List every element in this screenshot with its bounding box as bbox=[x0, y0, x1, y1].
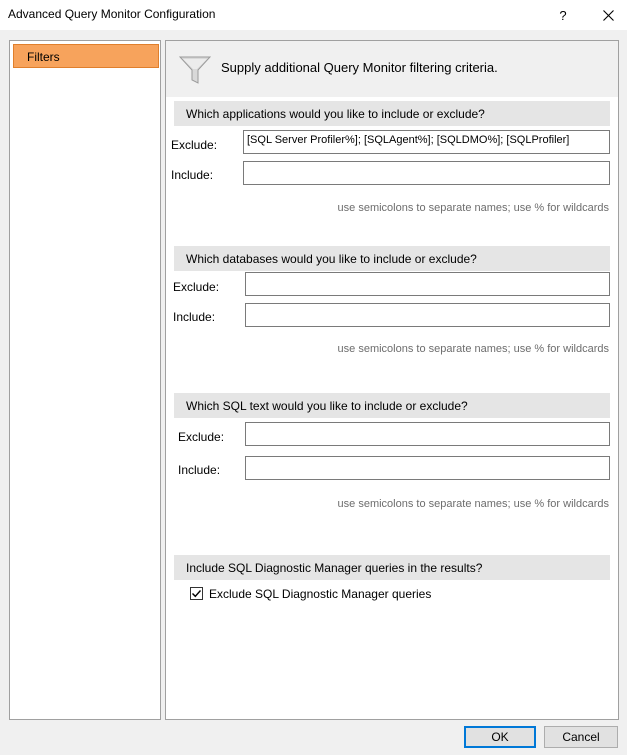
databases-include-input[interactable] bbox=[245, 303, 610, 327]
databases-exclude-label: Exclude: bbox=[173, 280, 220, 294]
panel-header bbox=[166, 41, 618, 97]
applications-exclude-label: Exclude: bbox=[171, 138, 218, 152]
databases-section-heading: Which databases would you like to include or exclude? bbox=[174, 246, 610, 271]
sql-text-hint: use semicolons to separate names; use % for wildcards bbox=[337, 498, 609, 510]
ok-button[interactable]: OK bbox=[464, 726, 536, 748]
cancel-button[interactable]: Cancel bbox=[544, 726, 618, 748]
applications-section-heading: Which applications would you like to include or exclude? bbox=[174, 101, 610, 126]
close-icon bbox=[603, 10, 614, 21]
sql-text-section-heading: Which SQL text would you like to include or exclude? bbox=[174, 393, 610, 418]
navigation-pane bbox=[9, 40, 161, 720]
panel-header-text: Supply additional Query Monitor filtering criteria. bbox=[221, 60, 498, 75]
sql-text-include-label: Include: bbox=[178, 463, 221, 477]
help-button[interactable]: ? bbox=[559, 7, 567, 23]
applications-include-label: Include: bbox=[171, 168, 214, 182]
filters-panel bbox=[165, 40, 619, 720]
databases-hint: use semicolons to separate names; use % for wildcards bbox=[337, 343, 609, 355]
funnel-icon bbox=[179, 55, 211, 85]
nav-item-filters[interactable]: Filters bbox=[13, 44, 159, 68]
sql-text-include-input[interactable] bbox=[245, 456, 610, 480]
sql-text-exclude-label: Exclude: bbox=[178, 430, 225, 444]
checkmark-icon bbox=[191, 588, 202, 599]
sql-text-exclude-input[interactable] bbox=[245, 422, 610, 446]
databases-exclude-input[interactable] bbox=[245, 272, 610, 296]
applications-include-input[interactable] bbox=[243, 161, 610, 185]
close-button[interactable] bbox=[586, 0, 627, 30]
applications-exclude-input[interactable]: [SQL Server Profiler%]; [SQLAgent%]; [SQLDMO%]; [SQLProfiler] bbox=[243, 130, 610, 154]
diagnostic-section-heading: Include SQL Diagnostic Manager queries in the results? bbox=[174, 555, 610, 580]
title-bar bbox=[0, 0, 627, 30]
exclude-diagnostic-checkbox[interactable] bbox=[190, 587, 203, 600]
window-title: Advanced Query Monitor Configuration bbox=[8, 7, 216, 21]
databases-include-label: Include: bbox=[173, 310, 216, 324]
exclude-diagnostic-label[interactable]: Exclude SQL Diagnostic Manager queries bbox=[209, 587, 432, 601]
applications-hint: use semicolons to separate names; use % for wildcards bbox=[337, 202, 609, 214]
